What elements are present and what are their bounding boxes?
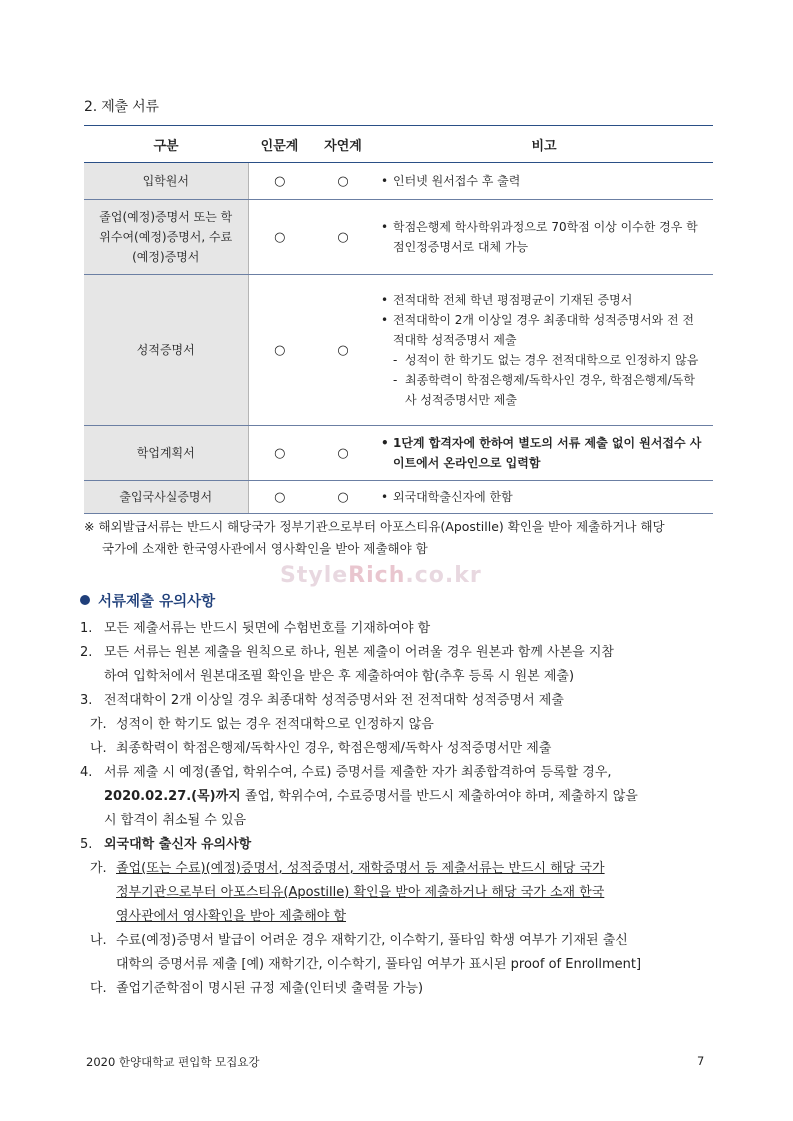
watermark: [280, 563, 482, 588]
section-title: 2. 제출 서류: [84, 99, 159, 115]
sub-item: [80, 977, 720, 1001]
sub-item-text: 성적이 한 학기도 없는 경우 전적대학으로 인정하지 않음: [116, 717, 434, 732]
natural-mark: ○: [311, 426, 375, 481]
underlined-text: 정부기관으로부터 아포스티유(Apostille) 확인을 받아 제출하거나 해당 국가 소재 한국: [116, 885, 605, 900]
sub-item-number: 다.: [90, 981, 107, 996]
remark-subitem: [381, 370, 705, 410]
item-continuation: [80, 905, 720, 929]
remark-text: 학점은행제 학사학위과정으로 70학점 이상 이수한 경우 학점인정증명서로 대체 가능: [393, 220, 698, 254]
sub-item-number: 나.: [90, 933, 107, 948]
humanities-mark: ○: [248, 275, 311, 426]
header-natural-sciences: 자연계: [311, 126, 375, 163]
sub-item-text: 졸업기준학점이 명시된 규정 제출(인터넷 출력물 가능): [116, 981, 424, 996]
remark-text: 최종학력이 학점은행제/독학사인 경우, 학점은행제/독학사 성적증명서만 제출: [405, 373, 695, 407]
documents-table: [84, 125, 713, 514]
remark-subitem: [381, 350, 705, 370]
item-continuation: [80, 785, 720, 809]
table-header-row: [84, 126, 713, 163]
bullet-dot-icon: [80, 595, 90, 605]
item-number: 1.: [80, 621, 93, 636]
doc-name: 출입국사실증명서: [84, 481, 248, 514]
remark-text: 성적이 한 학기도 없는 경우 전적대학으로 인정하지 않음: [405, 353, 699, 367]
footnote-line: 국가에 소재한 한국영사관에서 영사확인을 받아 제출해야 함: [102, 541, 428, 556]
bullet-icon: •: [381, 490, 389, 504]
table-row: [84, 200, 713, 275]
list-item: [80, 833, 720, 857]
sub-item-text: 수료(예정)증명서 발급이 어려운 경우 재학기간, 이수학기, 풀타임 학생 여부가 기재된 출신: [116, 933, 628, 948]
table-row: [84, 481, 713, 514]
doc-name-text: 졸업(예정)증명서 또는 학위수여(예정)증명서, 수료(예정)증명서: [99, 210, 233, 264]
bullet-icon: •: [381, 293, 389, 307]
doc-remarks: [375, 163, 713, 200]
watermark-part: Rich: [348, 563, 406, 588]
natural-mark: ○: [311, 200, 375, 275]
remark-text: 전적대학이 2개 이상일 경우 최종대학 성적증명서와 전 전적대학 성적증명서 제출: [393, 313, 694, 347]
sub-item: [80, 929, 720, 953]
remark-item: [381, 171, 705, 191]
deadline-date: 2020.02.27.(목)까지: [104, 789, 241, 804]
doc-name: 성적증명서: [84, 275, 248, 426]
watermark-part: .co.kr: [405, 563, 482, 588]
doc-remarks: [375, 275, 713, 426]
humanities-mark: ○: [248, 481, 311, 514]
remark-item: [381, 310, 705, 350]
bullet-icon: •: [381, 174, 389, 188]
remark-item: [381, 433, 705, 473]
humanities-mark: ○: [248, 163, 311, 200]
table-row: [84, 275, 713, 426]
natural-mark: ○: [311, 275, 375, 426]
item-text: 모든 제출서류는 반드시 뒷면에 수험번호를 기재하여야 함: [104, 621, 431, 636]
bullet-icon: •: [381, 436, 389, 450]
caution-heading-text: 서류제출 유의사항: [98, 594, 216, 610]
list-item: [80, 689, 720, 713]
header-category: 구분: [84, 126, 248, 163]
item-text: 졸업, 학위수여, 수료증명서를 반드시 제출하여야 하며, 제출하지 않을: [240, 789, 638, 804]
item-continuation: [80, 881, 720, 905]
underlined-text: 영사관에서 영사확인을 받아 제출해야 함: [116, 909, 347, 924]
item-number: 3.: [80, 693, 93, 708]
sub-item-text: 졸업(또는 수료)(예정)증명서, 성적증명서, 재학증명서 등 제출서류는 반드시 해당 국가: [116, 861, 605, 876]
doc-remarks: [375, 200, 713, 275]
list-item: [80, 641, 720, 665]
humanities-mark: ○: [248, 200, 311, 275]
item-continuation: 하여 입학처에서 원본대조필 확인을 받은 후 제출하여야 함(추후 등록 시 원본 제출): [104, 669, 575, 684]
doc-name: 입학원서: [84, 163, 248, 200]
footnote-text: 해외발급서류는 반드시 해당국가 정부기관으로부터 아포스티유(Apostille) 확인을 받아 제출하거나 해당: [98, 519, 665, 534]
dash-icon: -: [393, 353, 398, 367]
remark-item: [381, 487, 705, 507]
sub-item: [80, 737, 720, 761]
natural-mark: ○: [311, 481, 375, 514]
doc-name: 학업계획서: [84, 426, 248, 481]
header-humanities: 인문계: [248, 126, 311, 163]
page-number: 7: [697, 1054, 705, 1068]
item-continuation: 대학의 증명서류 제출 [예) 재학기간, 이수학기, 풀타임 여부가 표시된 proof of Enrollment]: [116, 957, 642, 972]
remark-text: 외국대학출신자에 한함: [393, 490, 513, 504]
doc-name: [84, 200, 248, 275]
remark-item: [381, 217, 705, 257]
natural-mark: ○: [311, 163, 375, 200]
item-text: 서류 제출 시 예정(졸업, 학위수여, 수료) 증명서를 제출한 자가 최종합격하여 등록할 경우,: [104, 765, 612, 780]
footnote: [84, 516, 716, 560]
item-text: 외국대학 출신자 유의사항: [104, 837, 252, 852]
sub-item: [80, 857, 720, 881]
item-number: 4.: [80, 765, 93, 780]
caution-heading: [80, 590, 215, 611]
reference-mark: ※: [84, 519, 95, 534]
bullet-icon: •: [381, 313, 389, 327]
list-item: [80, 761, 720, 785]
remark-text: 1단계 합격자에 한하여 별도의 서류 제출 없이 원서접수 사이트에서 온라인으로 입력함: [393, 436, 702, 470]
sub-item: [80, 713, 720, 737]
item-number: 5.: [80, 837, 93, 852]
sub-item-number: 가.: [90, 861, 107, 876]
item-text: 모든 서류는 원본 제출을 원칙으로 하나, 원본 제출이 어려울 경우 원본과 함께 사본을 지참: [104, 645, 614, 660]
doc-remarks: [375, 426, 713, 481]
remark-item: [381, 290, 705, 310]
dash-icon: -: [393, 373, 398, 387]
item-number: 2.: [80, 645, 93, 660]
item-text: 전적대학이 2개 이상일 경우 최종대학 성적증명서와 전 전적대학 성적증명서 제출: [104, 693, 564, 708]
list-item: [80, 617, 720, 641]
watermark-part: Style: [280, 563, 349, 588]
table-row: [84, 426, 713, 481]
header-remarks: 비고: [375, 126, 713, 163]
remark-text: 전적대학 전체 학년 평점평균이 기재된 증명서: [393, 293, 633, 307]
item-continuation: 시 합격이 취소될 수 있음: [104, 813, 247, 828]
sub-item-text: 최종학력이 학점은행제/독학사인 경우, 학점은행제/독학사 성적증명서만 제출: [116, 741, 552, 756]
doc-remarks: [375, 481, 713, 514]
sub-item-number: 나.: [90, 741, 107, 756]
caution-list: [80, 617, 720, 1001]
footer-title: 2020 한양대학교 편입학 모집요강: [86, 1055, 260, 1069]
table-row: [84, 163, 713, 200]
sub-item-number: 가.: [90, 717, 107, 732]
remark-text: 인터넷 원서접수 후 출력: [393, 174, 521, 188]
humanities-mark: ○: [248, 426, 311, 481]
footnote-line: [84, 516, 716, 538]
bullet-icon: •: [381, 220, 389, 234]
